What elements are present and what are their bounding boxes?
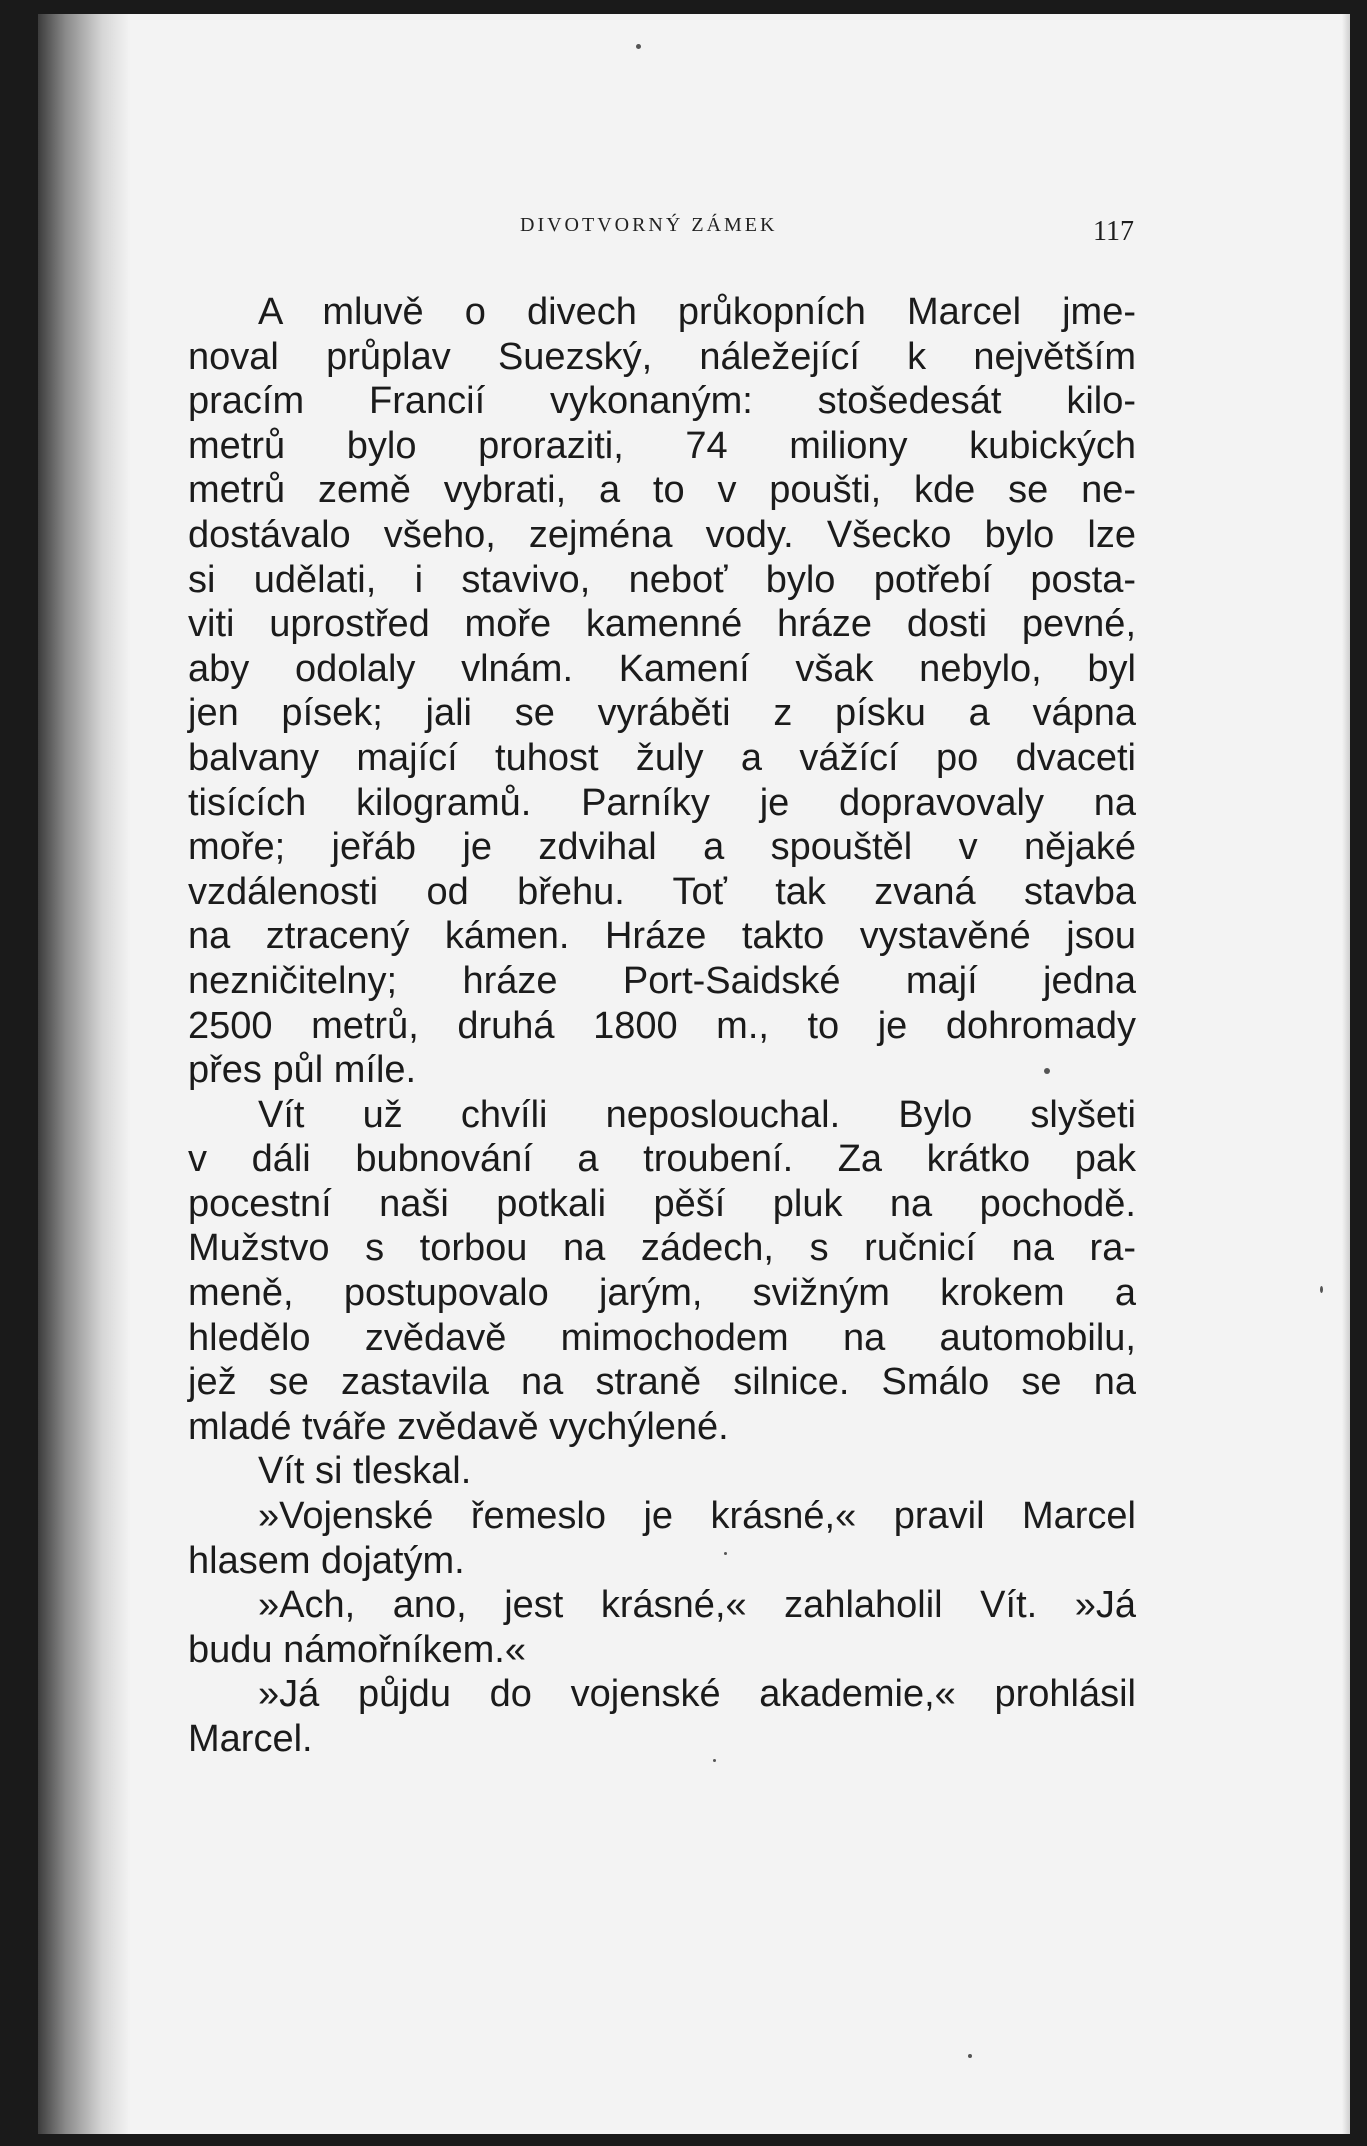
text-line: metrů bylo proraziti, 74 miliony kubických xyxy=(188,424,1136,467)
text-line: Mužstvo s torbou na zádech, s ručnicí na ra- xyxy=(188,1227,1136,1270)
text-line: balvany mající tuhost žuly a vážící po dvaceti xyxy=(188,736,1136,779)
page-header xyxy=(520,214,1140,237)
running-head: DIVOTVORNÝ ZÁMEK xyxy=(520,214,778,236)
dust-speck xyxy=(1320,1286,1323,1293)
text-line: noval průplav Suezský, náležející k největším xyxy=(188,335,1136,378)
text-line: budu námořníkem.« xyxy=(188,1628,526,1671)
text-line: viti uprostřed moře kamenné hráze dosti pevné, xyxy=(188,603,1136,646)
text-line: v dáli bubnování a troubení. Za krátko pak xyxy=(188,1138,1136,1181)
text-line: si udělati, i stavivo, neboť bylo potřebí posta- xyxy=(188,558,1136,601)
text-line: metrů země vybrati, a to v poušti, kde se ne- xyxy=(188,469,1136,512)
page-right-edge xyxy=(1342,14,1350,2134)
dust-speck xyxy=(1044,1068,1050,1074)
text-line: vzdálenosti od břehu. Toť tak zvaná stavba xyxy=(188,870,1136,913)
text-line: pocestní naši potkali pěší pluk na pochodě. xyxy=(188,1182,1136,1225)
text-line: hlasem dojatým. xyxy=(188,1539,465,1582)
text-line: jež se zastavila na straně silnice. Smálo se na xyxy=(188,1361,1136,1404)
dust-speck xyxy=(968,2054,972,2058)
text-line: moře; jeřáb je zdvihal a spouštěl v nějaké xyxy=(188,826,1136,869)
text-line: přes půl míle. xyxy=(188,1049,417,1092)
text-line: 2500 metrů, druhá 1800 m., to je dohromady xyxy=(188,1004,1136,1047)
text-line: Marcel. xyxy=(188,1718,313,1760)
text-line: Vít už chvíli neposlouchal. Bylo slyšeti xyxy=(258,1093,1136,1136)
text-line: dostávalo všeho, zejména vody. Všecko bylo lze xyxy=(188,513,1136,556)
text-line: Vít si tleskal. xyxy=(258,1450,472,1493)
text-line: nezničitelny; hráze Port-Saidské mají jedna xyxy=(188,959,1136,1002)
text-line: »Ach, ano, jest krásné,« zahlaholil Vít. »Já xyxy=(258,1584,1136,1627)
text-line: mladé tváře zvědavě vychýlené. xyxy=(188,1405,729,1448)
text-line: pracím Francií vykonaným: stošedesát kilo- xyxy=(188,380,1136,423)
text-line: jen písek; jali se vyráběti z písku a vápna xyxy=(188,692,1136,735)
text-line: na ztracený kámen. Hráze takto vystavěné jsou xyxy=(188,915,1136,958)
page-number: 117 xyxy=(1093,216,1134,247)
dust-speck xyxy=(724,1552,727,1555)
dust-speck xyxy=(713,1759,716,1762)
text-line: hledělo zvědavě mimochodem na automobilu, xyxy=(188,1316,1136,1359)
text-line: »Já půjdu do vojenské akademie,« prohlásil xyxy=(258,1673,1136,1716)
book-page xyxy=(38,14,1350,2134)
text-line: tisících kilogramů. Parníky je dopravovaly na xyxy=(188,781,1136,824)
text-line: A mluvě o divech průkopních Marcel jme- xyxy=(258,291,1136,333)
page-gutter-shadow xyxy=(38,14,130,2134)
text-line: »Vojenské řemeslo je krásné,« pravil Marcel xyxy=(258,1495,1136,1538)
body-text xyxy=(188,290,1136,1762)
text-line: aby odolaly vlnám. Kamení však nebylo, byl xyxy=(188,647,1136,690)
text-line: meně, postupovalo jarým, svižným krokem a xyxy=(188,1272,1136,1315)
dust-speck xyxy=(636,44,641,49)
